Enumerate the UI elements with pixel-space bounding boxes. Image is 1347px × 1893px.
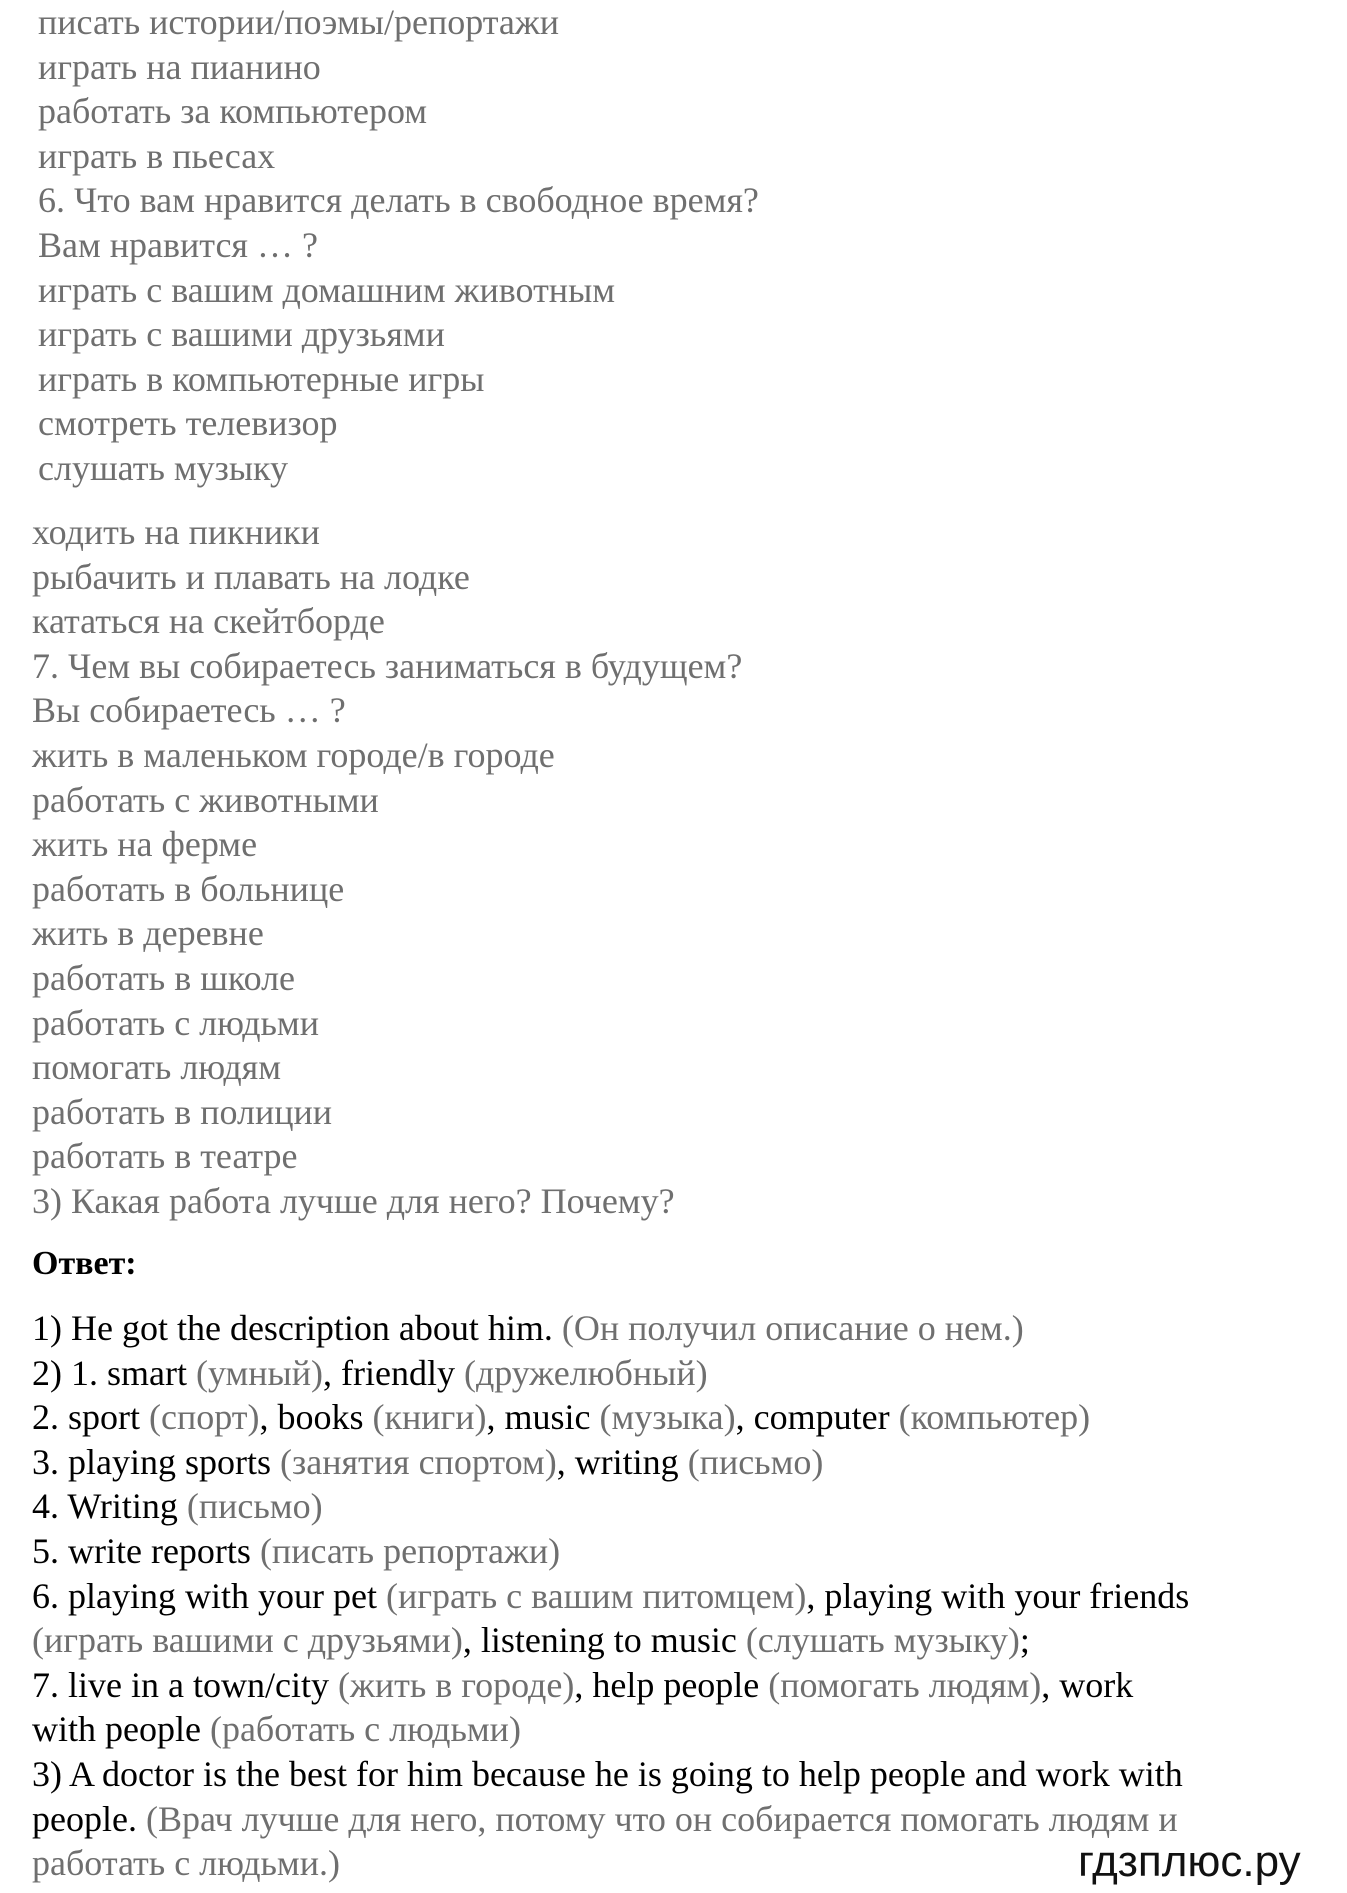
translation-text: (Он получил описание о нем.) <box>561 1308 1024 1348</box>
answer-line <box>0 1484 1347 1529</box>
answer-line <box>0 1574 1347 1619</box>
translation-text: (компьютер) <box>898 1397 1091 1438</box>
translation-text: (Врач лучше для него, потому что он собирается помогать людям и <box>145 1798 1178 1839</box>
text-line: Вам нравится … ? <box>38 224 318 265</box>
text-line: работать в театре <box>32 1136 298 1177</box>
text-line: работать с людьми <box>32 1002 319 1043</box>
translation-text: (письмо) <box>687 1441 824 1482</box>
answer-text: , friendly <box>322 1352 464 1393</box>
answer-line <box>0 1529 1347 1574</box>
answer-text: , books <box>259 1397 373 1438</box>
translation-text: (писать репортажи) <box>259 1530 561 1571</box>
text-line: работать в школе <box>32 957 296 998</box>
text-line: рыбачить и плавать на лодке <box>32 556 470 597</box>
answer-text: with people <box>32 1709 210 1750</box>
translation-text: (играть с вашим питомцем) <box>385 1575 807 1616</box>
translation-text: (занятия спортом) <box>280 1441 557 1482</box>
text-line: играть с вашими друзьями <box>38 314 445 355</box>
answer-line <box>0 1395 1347 1440</box>
answer-line <box>0 1440 1347 1485</box>
answer-line <box>0 1752 1347 1797</box>
answer-text: , help people <box>574 1664 769 1705</box>
translation-text: (спорт) <box>149 1397 260 1438</box>
translation-text: работать с людьми.) <box>32 1843 340 1884</box>
text-line: писать истории/поэмы/репортажи <box>38 2 560 42</box>
translation-text: (работать с людьми) <box>209 1709 521 1750</box>
translation-text: (помогать людям) <box>768 1664 1042 1705</box>
answer-line <box>0 1663 1347 1708</box>
answer-text: 3. playing sports <box>32 1441 280 1482</box>
text-line: смотреть телевизор <box>38 403 338 444</box>
answer-text: 2) 1. smart <box>32 1352 196 1393</box>
answer-line <box>0 1351 1347 1396</box>
answer-text: 2. sport <box>32 1397 149 1438</box>
site-watermark: гдзплюс.ру <box>1078 1837 1301 1886</box>
answer-text: 6. playing with your pet <box>32 1575 386 1616</box>
answer-text: , playing with your friends <box>806 1575 1190 1616</box>
text-line: жить в маленьком городе/в городе <box>32 734 555 775</box>
text-line: ходить на пикники <box>32 512 320 552</box>
answer-body <box>0 1306 1347 1886</box>
answer-line <box>0 1306 1347 1351</box>
answer-text: ; <box>1019 1620 1030 1661</box>
task-list-continued <box>0 0 1347 491</box>
text-line: работать в больнице <box>32 868 345 909</box>
translation-text: (жить в городе) <box>337 1664 575 1705</box>
text-line: играть в компьютерные игры <box>38 358 485 399</box>
text-line: слушать музыку <box>38 447 289 488</box>
answer-heading: Ответ: <box>32 1245 137 1282</box>
answer-text: 5. write reports <box>32 1530 260 1571</box>
question-6: 6. Что вам нравится делать в свободное время? <box>38 180 759 221</box>
task-list-second-part <box>0 510 1347 1224</box>
answer-line <box>0 1797 1347 1842</box>
answer-text: , writing <box>556 1441 688 1482</box>
text-line: играть с вашим домашним животным <box>38 269 616 310</box>
text-line: играть в пьесах <box>38 135 276 176</box>
answer-text: , listening to music <box>462 1620 746 1661</box>
answer-text: , music <box>486 1397 600 1438</box>
translation-text: (письмо) <box>186 1486 323 1527</box>
answer-line <box>0 1618 1347 1663</box>
text-line: играть на пианино <box>38 46 321 87</box>
answer-text: people. <box>32 1798 146 1839</box>
answer-text: 7. live in a town/city <box>32 1664 338 1705</box>
translation-text: (умный) <box>195 1352 323 1393</box>
answer-text: 1) He got the description about him. <box>32 1308 562 1348</box>
translation-text: (играть вашими с друзьями) <box>32 1620 463 1661</box>
text-line: работать в полиции <box>32 1091 333 1132</box>
answer-text: 4. Writing <box>32 1486 187 1527</box>
translation-text: (дружелюбный) <box>463 1352 708 1393</box>
translation-text: (музыка) <box>599 1397 736 1438</box>
text-line: Вы собираетесь … ? <box>32 690 346 731</box>
text-line: помогать людям <box>32 1047 282 1088</box>
answer-text: , work <box>1041 1664 1134 1705</box>
text-line: жить на ферме <box>32 824 258 865</box>
answer-text: , computer <box>735 1397 899 1438</box>
text-line: работать за компьютером <box>38 91 428 132</box>
question-3: 3) Какая работа лучше для него? Почему? <box>32 1180 675 1221</box>
text-line: кататься на скейтборде <box>32 601 385 642</box>
question-7: 7. Чем вы собираетесь заниматься в будущем? <box>32 645 743 686</box>
text-line: работать с животными <box>32 779 379 820</box>
answer-text: 3) A doctor is the best for him because he is going to help people and work with <box>32 1753 1183 1794</box>
translation-text: (слушать музыку) <box>745 1620 1020 1661</box>
translation-text: (книги) <box>372 1397 487 1438</box>
answer-line <box>0 1707 1347 1752</box>
text-line: жить в деревне <box>32 913 264 954</box>
